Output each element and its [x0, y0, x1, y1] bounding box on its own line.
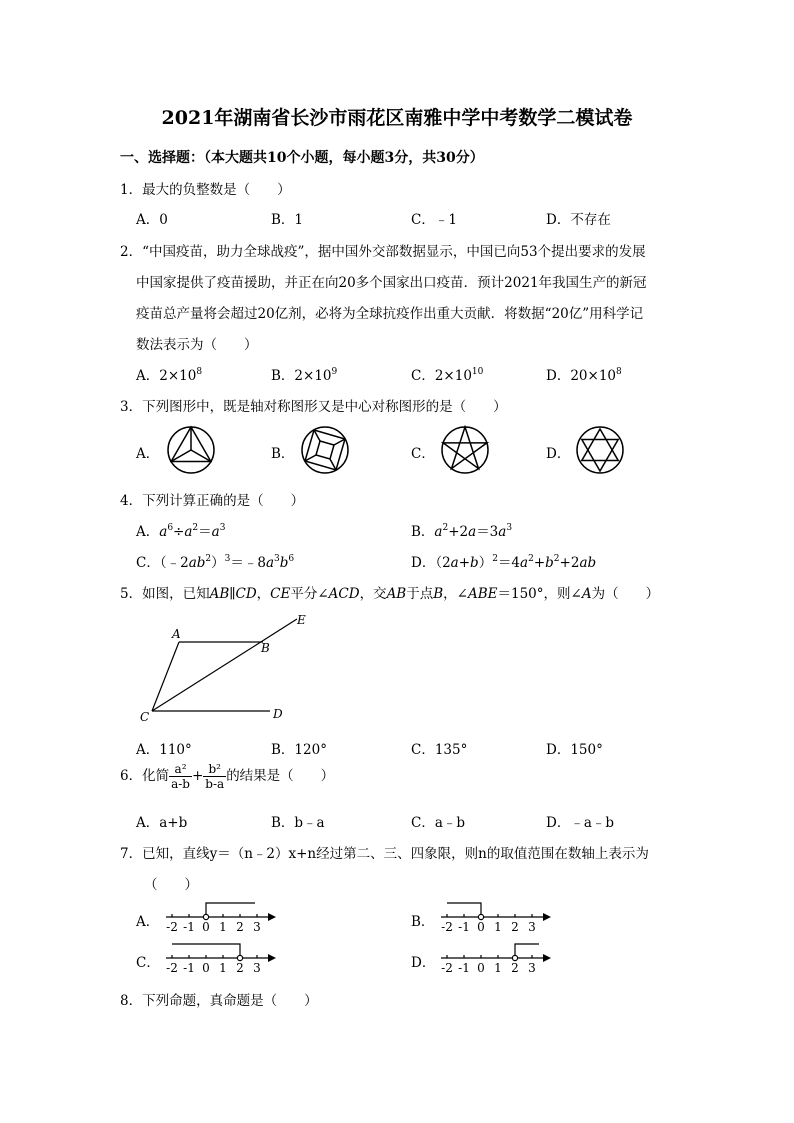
q4-option-d: D．$(2a+b)^2=4a^2+b^2+2ab$ — [411, 554, 597, 571]
numberline-tick-label: -2 — [441, 961, 453, 975]
q7-option-d: D． — [411, 955, 436, 971]
numberline-tick-label: 2 — [236, 920, 244, 934]
q7-option-b: B． — [411, 914, 435, 930]
q4-stem: 4．下列计算正确的是（ ） — [120, 493, 305, 509]
q2-option-b: B．$2\times 10^9$ — [271, 367, 338, 384]
page-title: 2021年湖南省长沙市雨花区南雅中学中考数学二模试卷 — [161, 107, 633, 129]
q1-option-d: D．不存在 — [546, 212, 611, 228]
numberline-tick-label: 1 — [219, 961, 227, 975]
q5-option-a: A．110° — [136, 742, 192, 758]
numberline-tick-label: 0 — [477, 961, 485, 975]
q5-option-d: D．150° — [546, 742, 603, 758]
q5-figure — [130, 610, 320, 725]
q6-option-b: B．b﹣a — [271, 815, 325, 831]
q2-line4: 数法表示为（ ） — [136, 337, 258, 353]
numberline-tick-label: -2 — [166, 961, 178, 975]
numberline-tick-label: 1 — [219, 920, 227, 934]
q5-option-c: C．135° — [411, 742, 468, 758]
numberline-tick-label: -1 — [458, 920, 470, 934]
q1-option-b: B．1 — [271, 212, 304, 228]
q3-option-d: D． — [546, 446, 571, 462]
q1-stem: 1．最大的负整数是（ ） — [120, 182, 291, 198]
q7-numberline-d — [275, 936, 575, 976]
q8-stem: 8．下列命题，真命题是（ ） — [120, 993, 318, 1009]
q1-option-c: C．﹣1 — [411, 212, 457, 228]
q4-option-a: A．$a^6\div a^2=a^3$ — [136, 523, 226, 540]
q7-line1: 7．已知，直线y＝（n﹣2）x+n经过第二、三、四象限，则n的取值范围在数轴上表示为 — [120, 846, 649, 862]
q5-stem: 5．如图，已知AB∥CD，CE平分∠ACD，交AB于点B，∠ABE＝150°，则∠A为（ ） — [120, 586, 660, 602]
q3-stem: 3．下列图形中，既是轴对称图形又是中心对称图形的是（ ） — [120, 399, 507, 415]
q5-label-c: C — [140, 710, 150, 724]
numberline-tick-label: -1 — [183, 961, 195, 975]
q2-line3: 疫苗总产量将会超过20亿剂，必将为全球抗疫作出重大贡献．将数据“20亿”用科学记 — [136, 306, 644, 322]
q5-option-b: B．120° — [271, 742, 327, 758]
q4-option-b: B．$a^2+2a=3a^3$ — [411, 523, 513, 540]
q5-label-d: D — [273, 707, 283, 721]
q6-fraction-1: $\frac{\text{a²}}{a-b}$ — [171, 762, 190, 791]
q3-figure-a — [166, 425, 216, 475]
numberline-tick-label: -2 — [441, 920, 453, 934]
numberline-tick-label: 2 — [236, 961, 244, 975]
q3-option-a: A． — [136, 446, 160, 462]
q5-label-b: B — [261, 641, 270, 655]
q3-option-b: B． — [271, 446, 295, 462]
q7-option-c: C． — [136, 955, 160, 971]
q1-option-a: A．0 — [136, 212, 168, 228]
numberline-tick-label: 1 — [494, 920, 502, 934]
q2-line2: 中国家提供了疫苗援助，并正在向20多个国家出口疫苗．预计2021年我国生产的新冠 — [136, 275, 647, 291]
q3-figure-d — [575, 425, 625, 475]
q2-option-a: A．$2\times 10^8$ — [136, 367, 203, 384]
q5-label-a: A — [172, 627, 181, 641]
numberline-tick-label: 1 — [494, 961, 502, 975]
numberline-tick-label: -2 — [166, 920, 178, 934]
numberline-tick-label: 0 — [202, 920, 210, 934]
q7-numberline-a — [0, 895, 300, 935]
numberline-tick-label: 2 — [511, 920, 519, 934]
q6-option-d: D．﹣a﹣b — [546, 815, 615, 831]
q6-stem: 6．化简 $\frac{\text{a²}}{a-b}$ + $\frac{\text{b²}}{b-a}$ 的结果是（ ） — [120, 762, 335, 791]
q3-figure-b — [300, 425, 350, 475]
numberline-tick-label: 0 — [477, 920, 485, 934]
numberline-tick-label: 0 — [202, 961, 210, 975]
section-heading: 一、选择题：（本大题共10个小题，每小题3分，共30分） — [120, 150, 484, 166]
q7-numberline-b — [275, 895, 575, 935]
q3-option-c: C． — [411, 446, 435, 462]
q2-option-d: D．$20\times 10^8$ — [546, 367, 622, 384]
q4-option-c: C．$(﹣2ab^2)^3=﹣8a^3b^6$ — [136, 554, 295, 571]
numberline-tick-label: 3 — [528, 961, 536, 975]
numberline-tick-label: 3 — [253, 920, 261, 934]
q6-fraction-2: $\frac{\text{b²}}{b-a}$ — [205, 762, 225, 791]
q7-option-a: A． — [136, 914, 160, 930]
numberline-tick-label: -1 — [458, 961, 470, 975]
q6-option-c: C．a﹣b — [411, 815, 466, 831]
q2-option-c: C．$2\times 10^{10}$ — [411, 367, 484, 384]
numberline-tick-label: -1 — [183, 920, 195, 934]
numberline-tick-label: 3 — [253, 961, 261, 975]
q2-line1: 2．“中国疫苗，助力全球战疫”，据中国外交部数据显示，中国已向53个提出要求的发展 — [120, 244, 646, 260]
q7-line2: （ ） — [144, 877, 198, 893]
numberline-tick-label: 2 — [511, 961, 519, 975]
q3-figure-c — [440, 425, 490, 475]
numberline-tick-label: 3 — [528, 920, 536, 934]
q5-label-e: E — [297, 613, 306, 627]
q6-option-a: A．a+b — [136, 815, 188, 831]
q7-numberline-c — [0, 936, 300, 976]
